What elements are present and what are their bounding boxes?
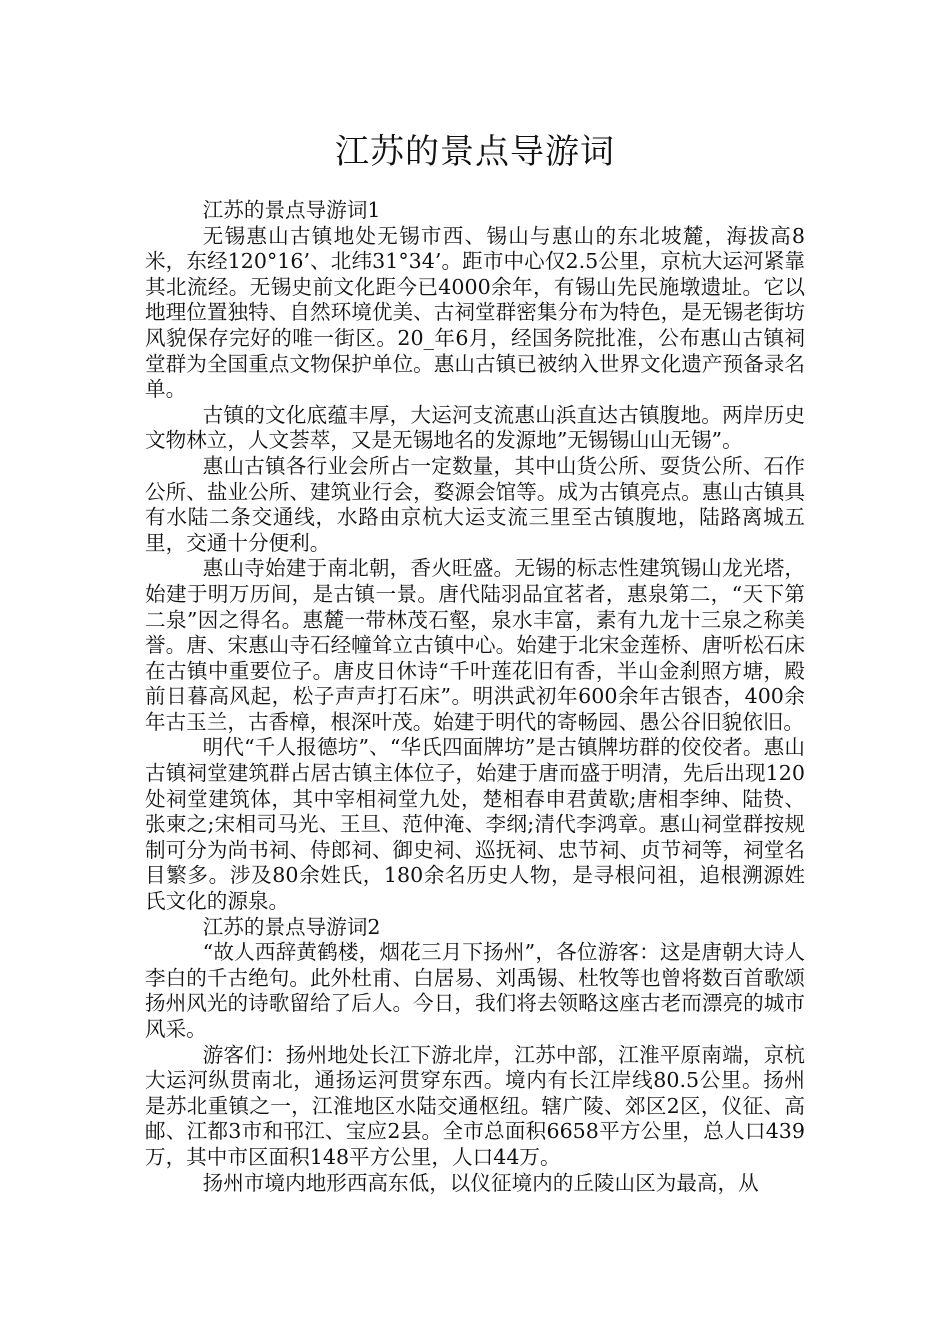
section-heading-2: 江苏的景点导游词2 — [202, 914, 381, 939]
paragraph: 游客们：扬州地处长江下游北岸，江苏中部，江淮平原南端，京杭大运河纵贯南北，通扬运河贯穿东西。境内有长江岸线80.5公里。扬州是苏北重镇之一，江淮地区水陆交通枢纽。辖广陵、郊区2区，仪征、高邮、江都3市和邗江、宝应2县。全市总面积6658平方公里，总人口439万，其中市区面积148平方公里，人口44万。 — [145, 1042, 805, 1169]
paragraph: 扬州市境内地形西高东低，以仪征境内的丘陵山区为最高，从 — [202, 1170, 759, 1195]
paragraph: 惠山寺始建于南北朝，香火旺盛。无锡的标志性建筑锡山龙光塔，始建于明万历间，是古镇一景。唐代陆羽品宜茗者，惠泉第二，“天下第二泉”因之得名。惠麓一带林茂石壑，泉水丰富，素有九龙十三泉之称美誉。唐、宋惠山寺石经幢耸立古镇中心。始建于北宋金莲桥、唐听松石床在古镇中重要位子。唐皮日休诗“千叶莲花旧有香，半山金刹照方塘，殿前日暮高风起，松子声声打石床”。明洪武初年600余年古银杏，400余年古玉兰，古香樟，根深叶茂。始建于明代的寄畅园、愚公谷旧貌依旧。 — [145, 556, 805, 734]
section-heading-1: 江苏的景点导游词1 — [202, 198, 381, 222]
paragraph: 古镇的文化底蕴丰厚，大运河支流惠山浜直达古镇腹地。两岸历史文物林立，人文荟萃，又是无锡地名的发源地”无锡锡山山无锡”。 — [145, 402, 805, 453]
paragraph: 无锡惠山古镇地处无锡市西、锡山与惠山的东北坡麓，海拔高8米，东经120°16’、北纬31°34’。距市中心仅2.5公里，京杭大运河紧靠其北流经。无锡史前文化距今已4000余年，有锡山先民施墩遗址。它以地理位置独特、自然环境优美、古祠堂群密集分布为特色，是无锡老街坊风貌保存完好的唯一街区。20_年6月，经国务院批准，公布惠山古镇祠堂群为全国重点文物保护单位。惠山古镇已被纳入世界文化遗产预备录名单。 — [145, 223, 805, 402]
paragraph: “故人西辞黄鹤楼，烟花三月下扬州”，各位游客：这是唐朝大诗人李白的千古绝句。此外杜甫、白居易、刘禹锡、杜牧等也曾将数百首歌颂扬州风光的诗歌留给了后人。今日，我们将去领略这座古老而漂亮的城市风采。 — [145, 940, 805, 1041]
paragraph: 明代“千人报德坊”、“华氏四面牌坊”是古镇牌坊群的佼佼者。惠山古镇祠堂建筑群占居古镇主体位子，始建于唐而盛于明清，先后出现120处祠堂建筑体，其中宰相祠堂九处，楚相春申君黄歇;唐相李绅、陆贽、张柬之;宋相司马光、王旦、范仲淹、李纲;清代李鸿章。惠山祠堂群按规制可分为尚书祠、侍郎祠、御史祠、巡抚祠、忠节祠、贞节祠等，祠堂名目繁多。涉及80余姓氏，180余名历史人物，是寻根问祖，追根溯源姓氏文化的源泉。 — [145, 735, 805, 914]
page-title: 江苏的景点导游词 — [335, 132, 615, 172]
article-body — [145, 198, 805, 1196]
paragraph: 惠山古镇各行业会所占一定数量，其中山货公所、耍货公所、石作公所、盐业公所、建筑业行会，婺源会馆等。成为古镇亮点。惠山古镇具有水陆二条交通线，水路由京杭大运支流三里至古镇腹地，陆路离城五里，交通十分便利。 — [145, 453, 805, 555]
